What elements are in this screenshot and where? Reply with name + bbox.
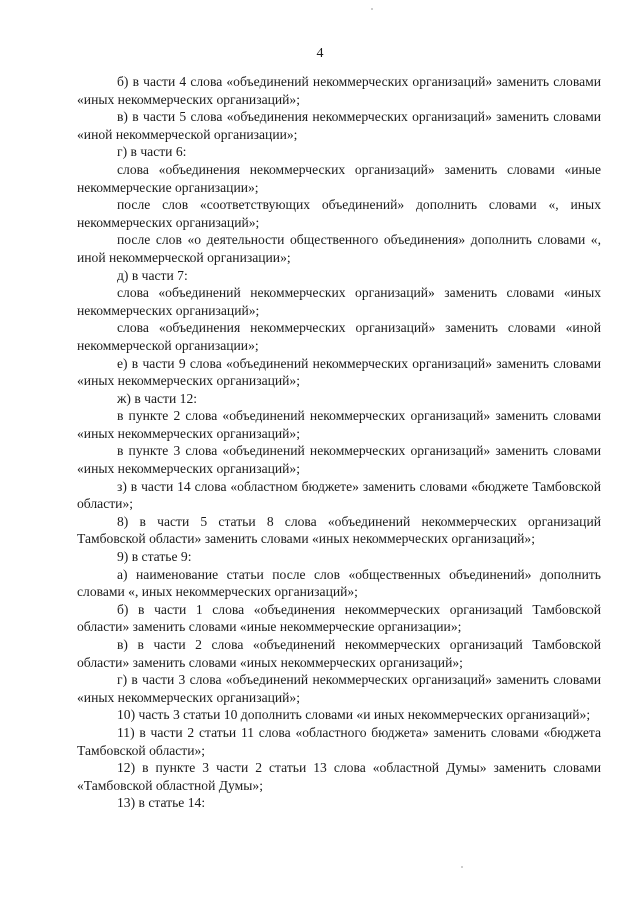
paragraph: в) в части 5 слова «объединения некоммерческих организаций» заменить словами «иной некоммерческой организации»; [77, 109, 601, 142]
paragraph: в пункте 2 слова «объединений некоммерческих организаций» заменить словами «иных некоммерческих организаций»; [77, 408, 601, 441]
paragraph: ж) в части 12: [117, 390, 198, 406]
page-number: 4 [316, 46, 324, 61]
paragraph: 10) часть 3 статьи 10 дополнить словами «и иных некоммерческих организаций»; [117, 707, 591, 723]
paragraph: 11) в части 2 статьи 11 слова «областного бюджета» заменить словами «бюджета Тамбовской области»; [77, 724, 601, 758]
paragraph: б) в части 1 слова «объединения некоммерческих организаций Тамбовской области» заменить словами «иные некоммерческие организации»; [77, 601, 601, 635]
paragraph: после слов «о деятельности общественного объединения» дополнить словами «, иной некоммерческой организации»; [77, 232, 601, 265]
paragraph: з) в части 14 слова «областном бюджете» заменить словами «бюджете Тамбовской области»; [77, 478, 601, 512]
paragraph: после слов «соответствующих объединений» дополнить словами «, иных некоммерческих организаций»; [77, 197, 601, 230]
paragraph: в) в части 2 слова «объединений некоммерческих организаций Тамбовской области» заменить словами «иных некоммерческих организаций»; [77, 637, 601, 670]
paragraph: б) в части 4 слова «объединений некоммерческих организаций» заменить словами «иных некоммерческих организаций»; [77, 74, 601, 107]
paragraph: г) в части 6: [117, 144, 187, 160]
paragraph: 9) в статье 9: [117, 549, 192, 565]
paragraph: 8) в части 5 статьи 8 слова «объединений некоммерческих организаций Тамбовской области» заменить словами «иных некоммерческих организаций»; [77, 513, 601, 547]
paragraph: г) в части 3 слова «объединений некоммерческих организаций» заменить словами «иных некоммерческих организаций»; [77, 672, 601, 705]
paragraph: е) в части 9 слова «объединений некоммерческих организаций» заменить словами «иных некоммерческих организаций»; [77, 355, 601, 389]
paragraph: а) наименование статьи после слов «общественных объединений» дополнить словами «, иных некоммерческих организаций»; [77, 566, 601, 600]
paragraph: слова «объединений некоммерческих организаций» заменить словами «иных некоммерческих организаций»; [77, 285, 601, 318]
paragraph: слова «объединения некоммерческих организаций» заменить словами «иной некоммерческой организации»; [77, 320, 601, 353]
document-body [77, 73, 601, 812]
scan-speck [371, 8, 373, 10]
paragraph: слова «объединения некоммерческих организаций» заменить словами «иные некоммерческие организации»; [77, 161, 601, 195]
scan-speck [461, 866, 463, 868]
paragraph: д) в части 7: [117, 267, 188, 283]
paragraph: 13) в статье 14: [117, 795, 206, 811]
paragraph: 12) в пункте 3 части 2 статьи 13 слова «областной Думы» заменить словами «Тамбовской областной Думы»; [77, 760, 601, 793]
paragraph: в пункте 3 слова «объединений некоммерческих организаций» заменить словами «иных некоммерческих организаций»; [77, 443, 601, 477]
